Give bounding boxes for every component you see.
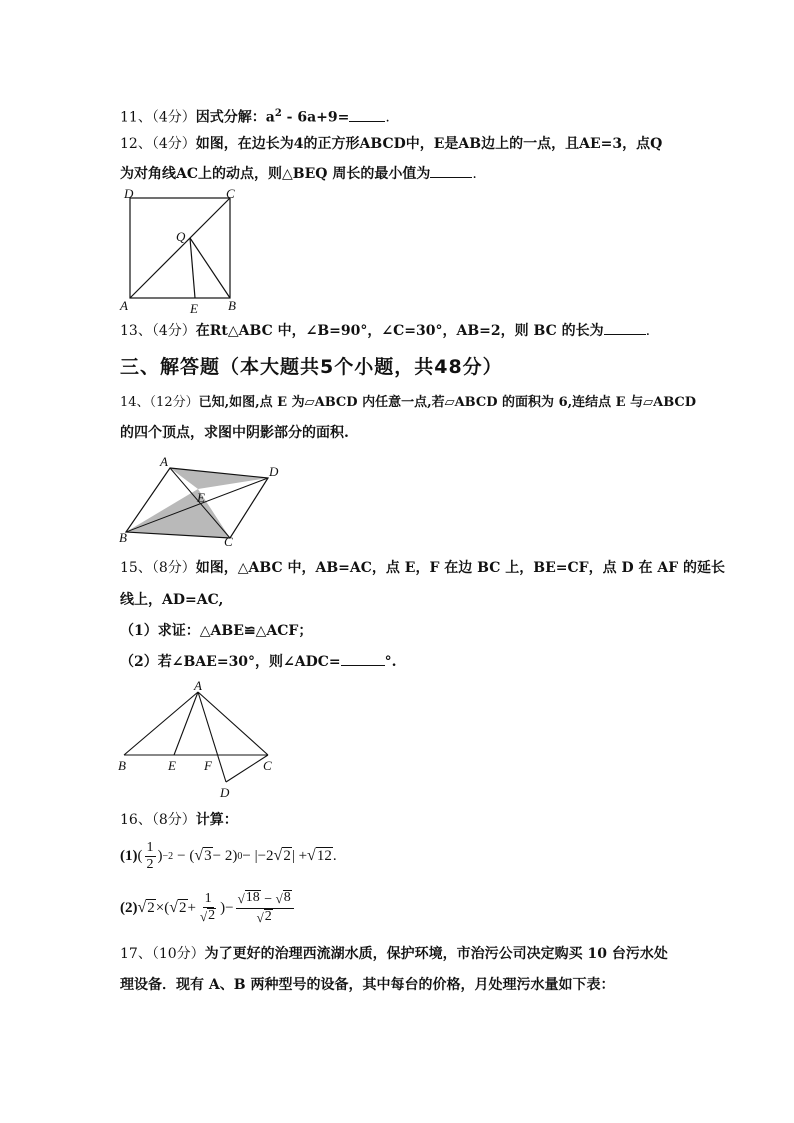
question-16: 16、（8分）计算：	[120, 812, 238, 828]
answer-blank	[341, 652, 385, 666]
label-D: D	[220, 785, 230, 800]
label-A: A	[120, 298, 128, 313]
label-C: C	[224, 534, 233, 549]
label-Q: Q	[176, 229, 186, 244]
sqrt-2: √ 2	[273, 847, 291, 864]
label-E: E	[168, 758, 176, 773]
question-14-line2: 的四个顶点，求图中阴影部分的面积.	[120, 425, 349, 441]
sqrt-12: √ 12	[307, 847, 332, 864]
question-12-line1: 12、（4分）如图，在边长为4的正方形ABCD中，E是AB边上的一点，且AE=3，点Q	[120, 136, 663, 152]
label-E: E	[190, 301, 198, 316]
figure-square-abcd	[118, 186, 248, 316]
question-14-line1: 14、（12分）已知,如图,点 E 为▱ABCD 内任意一点,若▱ABCD 的面积为 6,连结点 E 与▱ABCD	[120, 395, 697, 410]
shaded-triangle-bottom	[126, 489, 230, 538]
question-11: 11、（4分）因式分解：$a^2 - 6a+9=$ .	[120, 108, 390, 126]
label-E: E	[197, 490, 205, 505]
q16-part1-expression: (1) ( $\frac{1}{2}$ ) −2 − ( √ 3 − 2) 0 − |−2 √ 2 | + √ 12 .	[120, 839, 337, 872]
label-D: D	[124, 186, 134, 201]
section-title: 三、解答题（本大题共5个小题，共48分）	[120, 356, 503, 378]
question-17-line1: 17、（10分）为了更好的治理西流湖水质，保护环境，市治污公司决定购买 10 台污水处	[120, 946, 668, 962]
question-15-part1: （1）求证：△ABE≌△ACF；	[120, 623, 313, 639]
question-12-line2: 为对角线AC上的动点，则△BEQ 周长的最小值为 .	[120, 166, 477, 182]
question-13: 13、（4分）在Rt△ABC 中，∠B=90°，∠C=30°，AB=2，则 BC 的长为 .	[120, 323, 651, 339]
figure-triangle-abc	[116, 678, 281, 803]
fraction-sqrt18-minus-sqrt8: √ 18 − √ 8 √ 2	[236, 890, 294, 927]
question-15-line1: 15、（8分）如图，△ABC 中，AB=AC，点 E，F 在边 BC 上，BE=CF，点 D 在 AF 的延长	[120, 560, 726, 576]
label-C: C	[263, 758, 272, 773]
label-B: B	[119, 530, 127, 545]
q16-part2-expression: (2) √ 2 ×( √ 2 + 1 √ 2 )− √ 18 − √ 8 √ 2	[120, 884, 296, 932]
answer-blank	[604, 321, 646, 335]
figure-parallelogram	[118, 454, 288, 549]
answer-blank	[430, 164, 472, 178]
question-15-part2: （2）若∠BAE=30°，则∠ADC= °.	[120, 654, 397, 670]
label-F: F	[204, 758, 212, 773]
question-17-line2: 理设备．现有 A、B 两种型号的设备，其中每台的价格，月处理污水量如下表：	[120, 977, 615, 993]
label-C: C	[226, 186, 235, 201]
answer-blank	[349, 108, 385, 122]
label-A: A	[194, 678, 202, 693]
sqrt-2: √ 2	[169, 899, 187, 916]
label-B: B	[118, 758, 126, 773]
fraction-half: $\frac{1}{2}$	[146, 839, 154, 872]
fraction-one-over-sqrt2: 1 √ 2	[200, 890, 216, 924]
label-D: D	[269, 464, 279, 479]
question-15-line2: 线上，AD=AC,	[120, 592, 224, 608]
label-B: B	[228, 298, 236, 313]
sqrt-3: √ 3	[194, 847, 212, 864]
label-A: A	[160, 454, 168, 469]
sqrt-2: √ 2	[137, 899, 155, 916]
